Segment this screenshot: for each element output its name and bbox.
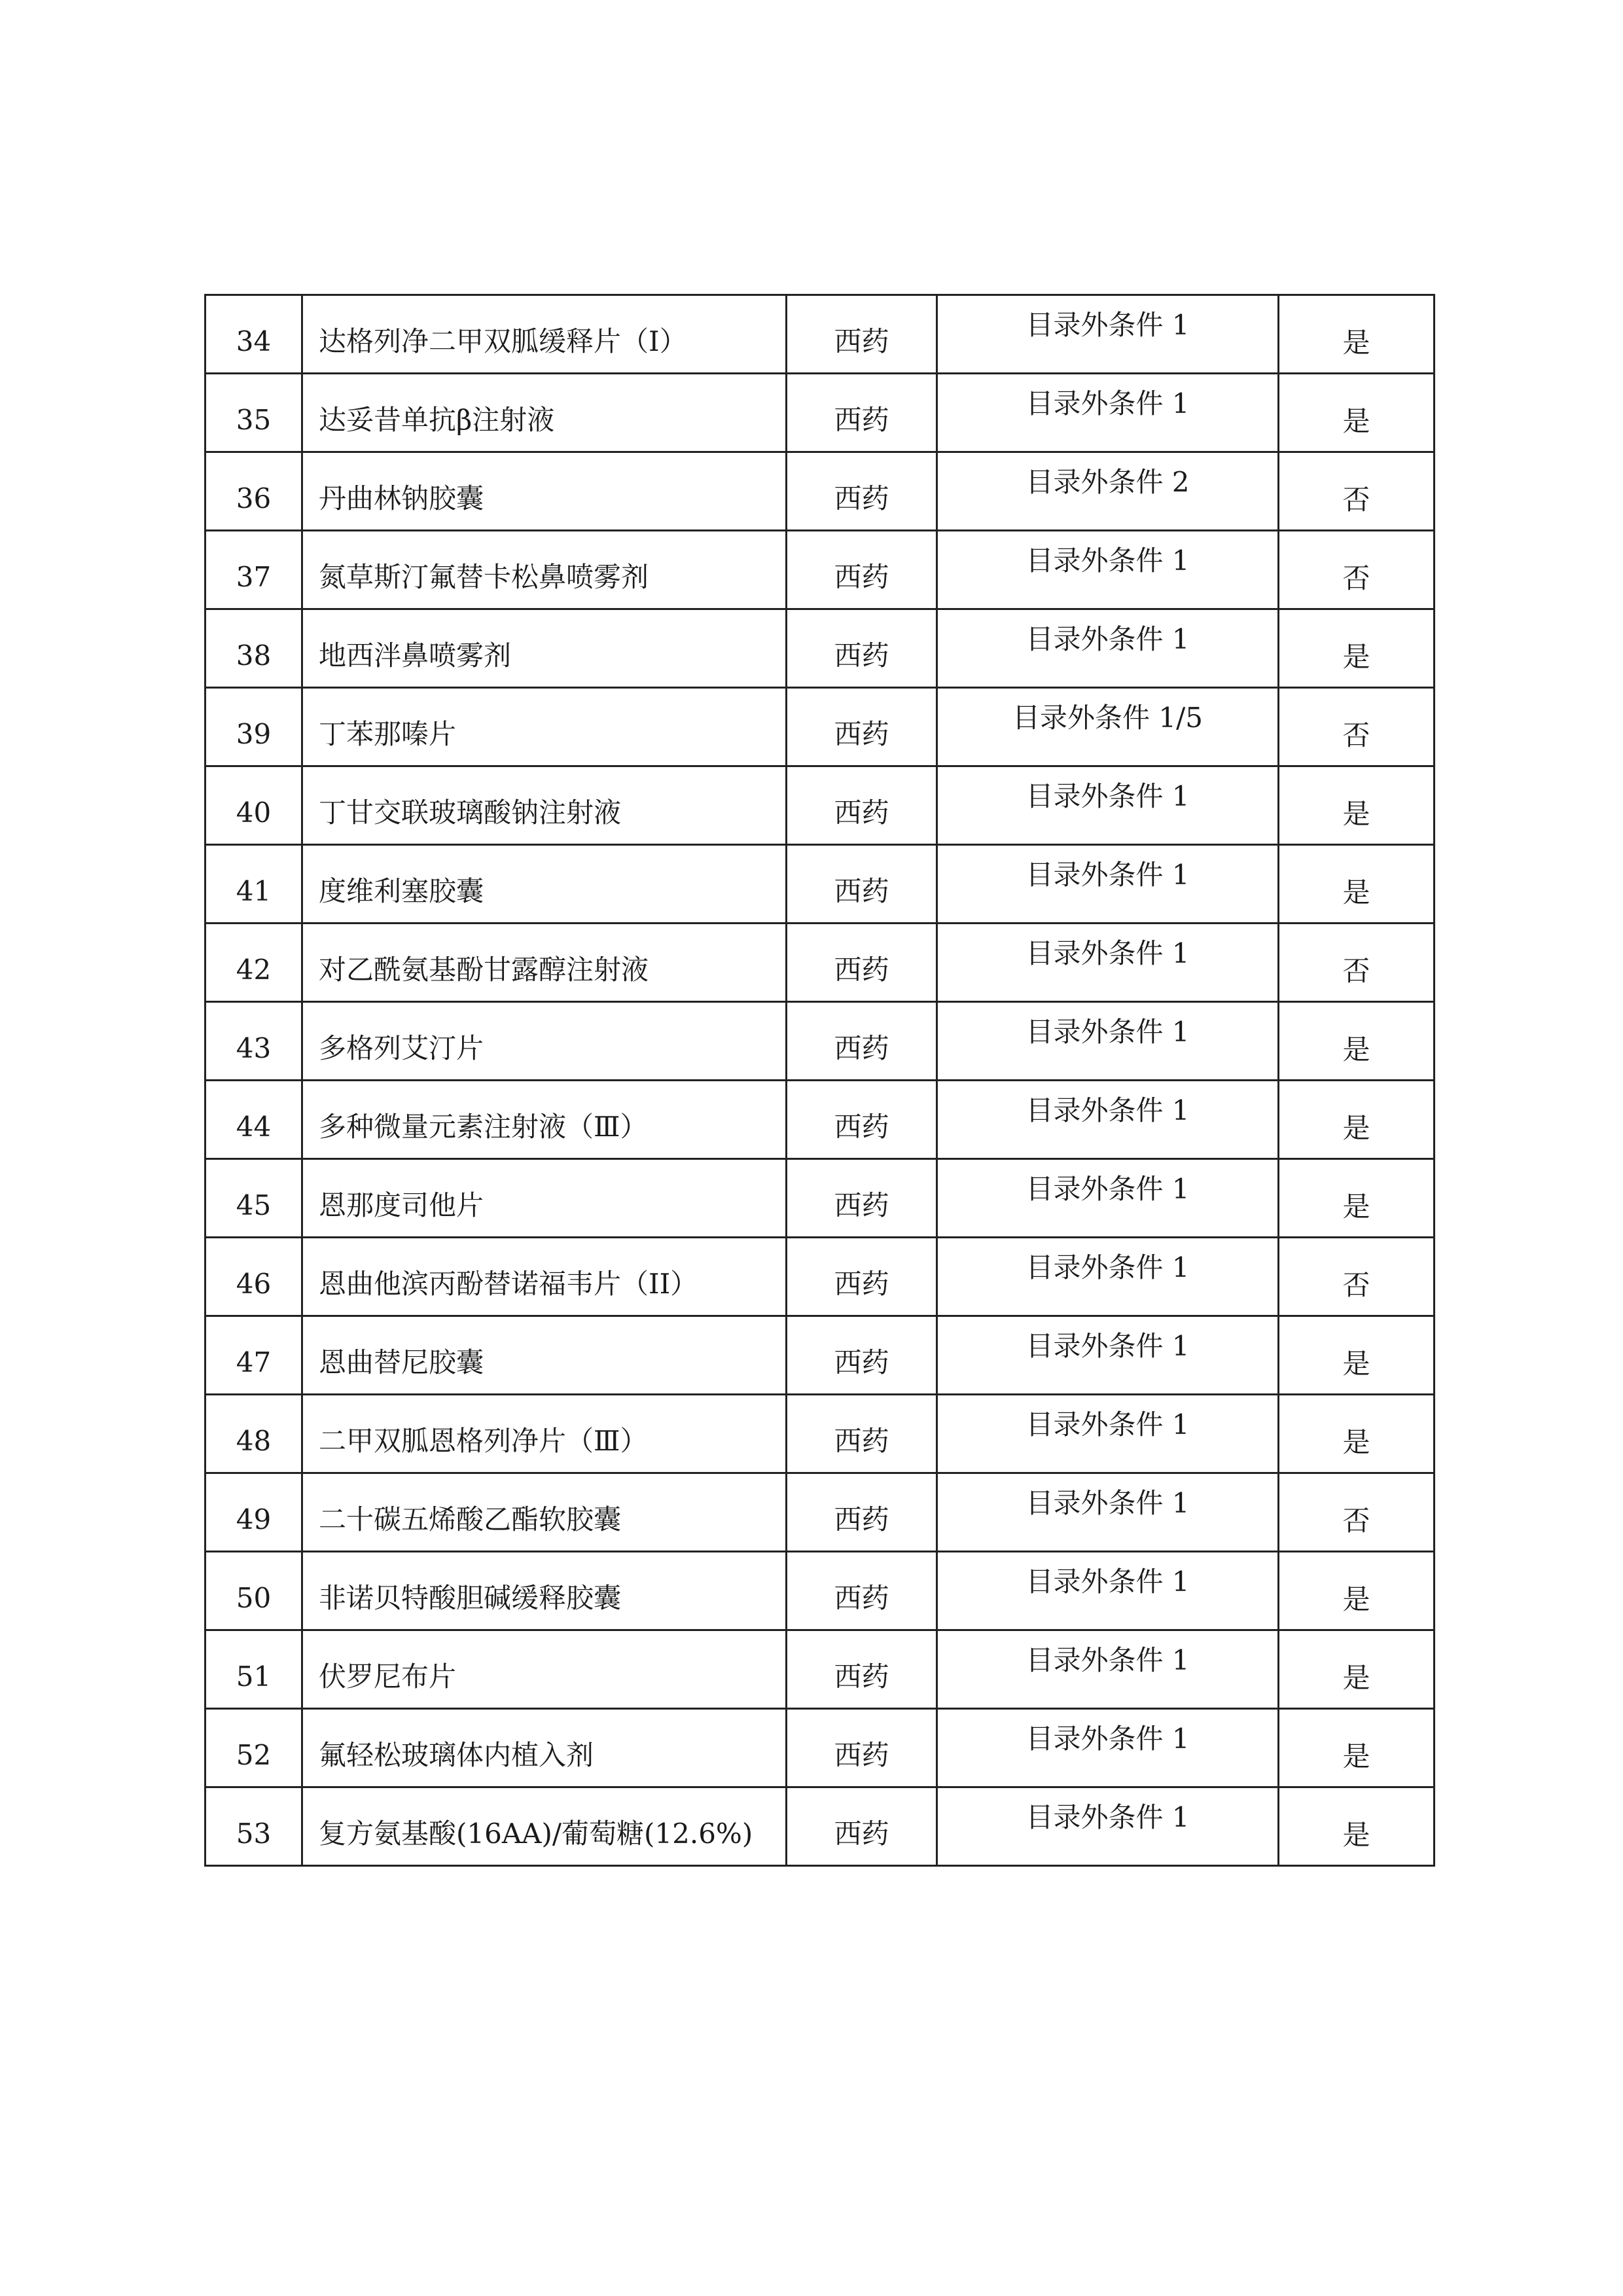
yes-no-flag-cell: 是 [1279, 1552, 1435, 1630]
drug-name-cell: 复方氨基酸(16AA)/葡萄糖(12.6%) [302, 1787, 787, 1866]
drug-name-cell: 氟轻松玻璃体内植入剂 [302, 1709, 787, 1787]
drug-type-cell: 西药 [787, 1709, 937, 1787]
row-number-cell: 48 [205, 1395, 302, 1473]
drug-name-cell: 恩那度司他片 [302, 1159, 787, 1238]
condition-cell: 目录外条件 1 [937, 1787, 1279, 1866]
table-row [205, 1159, 1435, 1238]
yes-no-flag-cell: 是 [1279, 609, 1435, 688]
row-number-cell: 44 [205, 1081, 302, 1159]
table-row [205, 1238, 1435, 1316]
drug-type-cell: 西药 [787, 1238, 937, 1316]
yes-no-flag-cell: 否 [1279, 924, 1435, 1002]
yes-no-flag-cell: 是 [1279, 295, 1435, 374]
drug-name-cell: 达妥昔单抗β注射液 [302, 374, 787, 452]
drug-type-cell: 西药 [787, 1081, 937, 1159]
drug-list-table [204, 294, 1435, 1867]
drug-list-body [205, 295, 1435, 1866]
drug-type-cell: 西药 [787, 1630, 937, 1709]
condition-cell: 目录外条件 1 [937, 1709, 1279, 1787]
condition-cell: 目录外条件 1 [937, 374, 1279, 452]
yes-no-flag-cell: 是 [1279, 1787, 1435, 1866]
yes-no-flag-cell: 是 [1279, 1002, 1435, 1081]
table-row [205, 609, 1435, 688]
drug-name-cell: 非诺贝特酸胆碱缓释胶囊 [302, 1552, 787, 1630]
table-row [205, 1552, 1435, 1630]
row-number-cell: 37 [205, 531, 302, 609]
yes-no-flag-cell: 是 [1279, 766, 1435, 845]
table-row [205, 1316, 1435, 1395]
drug-type-cell: 西药 [787, 1473, 937, 1552]
condition-cell: 目录外条件 2 [937, 452, 1279, 531]
drug-type-cell: 西药 [787, 688, 937, 766]
drug-type-cell: 西药 [787, 766, 937, 845]
yes-no-flag-cell: 否 [1279, 452, 1435, 531]
drug-name-cell: 二甲双胍恩格列净片（Ⅲ） [302, 1395, 787, 1473]
drug-name-cell: 恩曲他滨丙酚替诺福韦片（II） [302, 1238, 787, 1316]
row-number-cell: 50 [205, 1552, 302, 1630]
drug-type-cell: 西药 [787, 531, 937, 609]
yes-no-flag-cell: 否 [1279, 1473, 1435, 1552]
drug-name-cell: 度维利塞胶囊 [302, 845, 787, 924]
condition-cell: 目录外条件 1 [937, 845, 1279, 924]
drug-name-cell: 达格列净二甲双胍缓释片（Ⅰ） [302, 295, 787, 374]
drug-name-cell: 多种微量元素注射液（Ⅲ） [302, 1081, 787, 1159]
table-row [205, 1395, 1435, 1473]
drug-type-cell: 西药 [787, 609, 937, 688]
yes-no-flag-cell: 否 [1279, 531, 1435, 609]
row-number-cell: 45 [205, 1159, 302, 1238]
table-row [205, 452, 1435, 531]
row-number-cell: 35 [205, 374, 302, 452]
drug-type-cell: 西药 [787, 1316, 937, 1395]
condition-cell: 目录外条件 1 [937, 1159, 1279, 1238]
drug-type-cell: 西药 [787, 295, 937, 374]
drug-type-cell: 西药 [787, 845, 937, 924]
row-number-cell: 43 [205, 1002, 302, 1081]
drug-name-cell: 丁甘交联玻璃酸钠注射液 [302, 766, 787, 845]
yes-no-flag-cell: 是 [1279, 1159, 1435, 1238]
drug-type-cell: 西药 [787, 1002, 937, 1081]
row-number-cell: 34 [205, 295, 302, 374]
drug-type-cell: 西药 [787, 1159, 937, 1238]
condition-cell: 目录外条件 1 [937, 609, 1279, 688]
condition-cell: 目录外条件 1 [937, 1316, 1279, 1395]
yes-no-flag-cell: 否 [1279, 1238, 1435, 1316]
condition-cell: 目录外条件 1 [937, 295, 1279, 374]
condition-cell: 目录外条件 1 [937, 766, 1279, 845]
drug-name-cell: 伏罗尼布片 [302, 1630, 787, 1709]
drug-name-cell: 地西泮鼻喷雾剂 [302, 609, 787, 688]
drug-type-cell: 西药 [787, 452, 937, 531]
table-row [205, 531, 1435, 609]
drug-type-cell: 西药 [787, 374, 937, 452]
yes-no-flag-cell: 是 [1279, 845, 1435, 924]
row-number-cell: 40 [205, 766, 302, 845]
row-number-cell: 42 [205, 924, 302, 1002]
condition-cell: 目录外条件 1 [937, 1238, 1279, 1316]
yes-no-flag-cell: 是 [1279, 1709, 1435, 1787]
yes-no-flag-cell: 否 [1279, 688, 1435, 766]
table-row [205, 766, 1435, 845]
drug-name-cell: 丹曲林钠胶囊 [302, 452, 787, 531]
yes-no-flag-cell: 是 [1279, 374, 1435, 452]
row-number-cell: 38 [205, 609, 302, 688]
drug-type-cell: 西药 [787, 1787, 937, 1866]
row-number-cell: 39 [205, 688, 302, 766]
row-number-cell: 51 [205, 1630, 302, 1709]
drug-name-cell: 丁苯那嗪片 [302, 688, 787, 766]
condition-cell: 目录外条件 1 [937, 1630, 1279, 1709]
table-row [205, 1473, 1435, 1552]
table-row [205, 1709, 1435, 1787]
condition-cell: 目录外条件 1 [937, 1081, 1279, 1159]
yes-no-flag-cell: 是 [1279, 1630, 1435, 1709]
row-number-cell: 52 [205, 1709, 302, 1787]
table-row [205, 845, 1435, 924]
condition-cell: 目录外条件 1 [937, 1395, 1279, 1473]
condition-cell: 目录外条件 1/5 [937, 688, 1279, 766]
drug-type-cell: 西药 [787, 924, 937, 1002]
drug-type-cell: 西药 [787, 1395, 937, 1473]
table-row [205, 295, 1435, 374]
row-number-cell: 53 [205, 1787, 302, 1866]
drug-name-cell: 多格列艾汀片 [302, 1002, 787, 1081]
condition-cell: 目录外条件 1 [937, 1552, 1279, 1630]
drug-type-cell: 西药 [787, 1552, 937, 1630]
row-number-cell: 47 [205, 1316, 302, 1395]
condition-cell: 目录外条件 1 [937, 924, 1279, 1002]
yes-no-flag-cell: 是 [1279, 1316, 1435, 1395]
row-number-cell: 46 [205, 1238, 302, 1316]
table-row [205, 924, 1435, 1002]
condition-cell: 目录外条件 1 [937, 1473, 1279, 1552]
drug-name-cell: 二十碳五烯酸乙酯软胶囊 [302, 1473, 787, 1552]
yes-no-flag-cell: 是 [1279, 1081, 1435, 1159]
table-row [205, 1081, 1435, 1159]
table-row [205, 1630, 1435, 1709]
condition-cell: 目录外条件 1 [937, 531, 1279, 609]
row-number-cell: 49 [205, 1473, 302, 1552]
condition-cell: 目录外条件 1 [937, 1002, 1279, 1081]
row-number-cell: 41 [205, 845, 302, 924]
yes-no-flag-cell: 是 [1279, 1395, 1435, 1473]
table-row [205, 1787, 1435, 1866]
row-number-cell: 36 [205, 452, 302, 531]
table-row [205, 688, 1435, 766]
drug-name-cell: 对乙酰氨基酚甘露醇注射液 [302, 924, 787, 1002]
drug-name-cell: 氮草斯汀氟替卡松鼻喷雾剂 [302, 531, 787, 609]
table-row [205, 1002, 1435, 1081]
table-row [205, 374, 1435, 452]
drug-name-cell: 恩曲替尼胶囊 [302, 1316, 787, 1395]
